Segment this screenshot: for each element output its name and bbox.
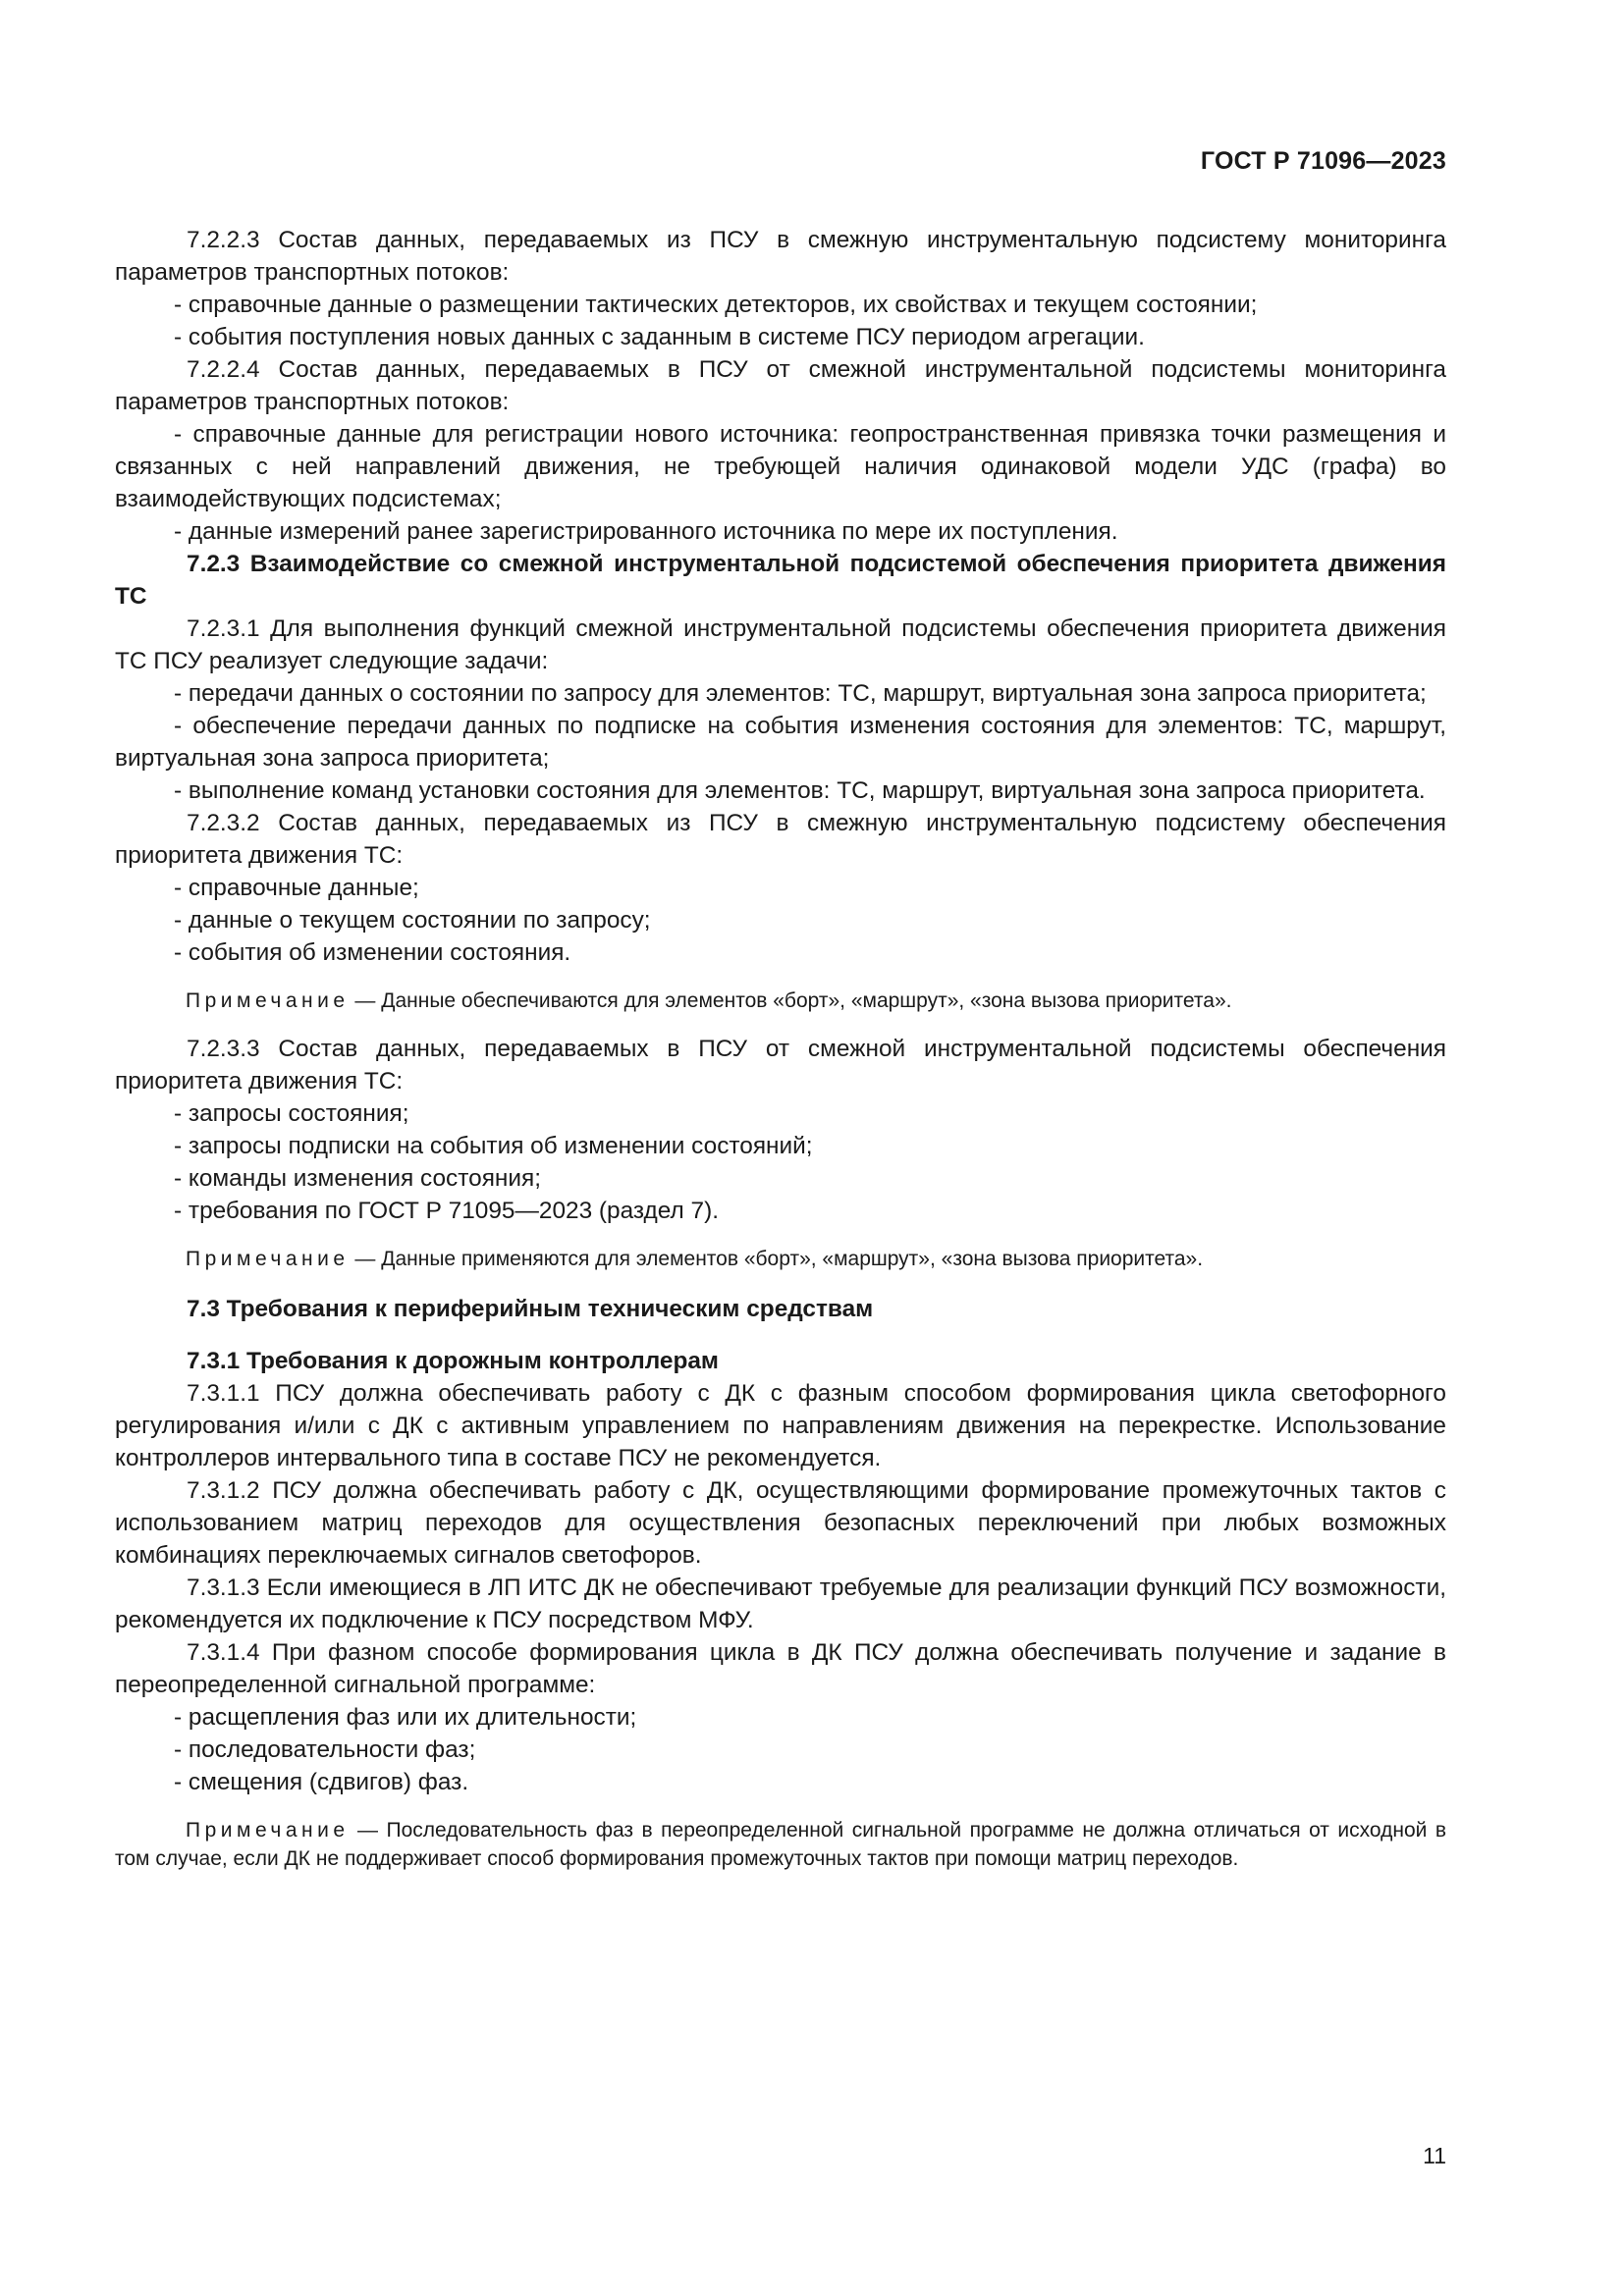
section-heading: 7.2.3 Взаимодействие со смежной инструментальной подсистемой обеспечения приоритета движения ТС xyxy=(115,551,1446,610)
list-item: - данные измерений ранее зарегистрированного источника по мере их поступления. xyxy=(174,518,1118,545)
paragraph: 7.3.1.2 ПСУ должна обеспечивать работу с ДК, осуществляющими формирование промежуточных тактов с использованием матриц переходов для осуществления безопасных переключений при любых возможных комбинациях переключаемых сигналов светофоров. xyxy=(115,1477,1446,1569)
document-body xyxy=(115,224,1446,1891)
paragraph: 7.2.3.1 Для выполнения функций смежной инструментальной подсистемы обеспечения приоритета движения ТС ПСУ реализует следующие задачи: xyxy=(115,615,1446,674)
list-item: - последовательности фаз; xyxy=(174,1736,476,1763)
note-text: — Последовательность фаз в переопределенной сигнальной программе не должна отличаться от исходной в том случае, если ДК не поддерживает способ формирования промежуточных тактов при помощи матриц переходов. xyxy=(115,1819,1446,1870)
page-number: 11 xyxy=(1423,2143,1446,2168)
list-item: - данные о текущем состоянии по запросу; xyxy=(174,907,651,934)
list-item: - смещения (сдвигов) фаз. xyxy=(174,1769,469,1795)
paragraph: 7.3.1.1 ПСУ должна обеспечивать работу с ДК с фазным способом формирования цикла светофорного регулирования и/или с ДК с активным управлением по направлениям движения на перекрестке. Использование контроллеров интервального типа в составе ПСУ не рекомендуется. xyxy=(115,1380,1446,1471)
list-item: - расщепления фаз или их длительности; xyxy=(174,1704,637,1731)
list-item: - передачи данных о состоянии по запросу для элементов: ТС, маршрут, виртуальная зона запроса приоритета; xyxy=(174,680,1427,707)
list-item: - обеспечение передачи данных по подписке на события изменения состояния для элементов: ТС, маршрут, виртуальная зона запроса приоритета; xyxy=(115,713,1446,772)
note-label: Примечание xyxy=(186,1248,350,1270)
paragraph: 7.2.2.3 Состав данных, передаваемых из ПСУ в смежную инструментальную подсистему мониторинга параметров транспортных потоков: xyxy=(115,227,1446,286)
paragraph: 7.3.1.3 Если имеющиеся в ЛП ИТС ДК не обеспечивают требуемые для реализации функций ПСУ возможности, рекомендуется их подключение к ПСУ посредством МФУ. xyxy=(115,1575,1446,1633)
note xyxy=(115,1245,1446,1273)
list-item: - справочные данные о размещении тактических детекторов, их свойствах и текущем состоянии; xyxy=(174,292,1258,318)
note-text: — Данные применяются для элементов «борт», «маршрут», «зона вызова приоритета». xyxy=(349,1248,1204,1270)
list-item: - запросы подписки на события об изменении состояний; xyxy=(174,1133,813,1159)
paragraph: 7.2.2.4 Состав данных, передаваемых в ПСУ от смежной инструментальной подсистемы мониторинга параметров транспортных потоков: xyxy=(115,356,1446,415)
document-header: ГОСТ Р 71096—2023 xyxy=(1200,147,1446,175)
paragraph: 7.2.3.3 Состав данных, передаваемых в ПСУ от смежной инструментальной подсистемы обеспечения приоритета движения ТС: xyxy=(115,1036,1446,1095)
list-item: - запросы состояния; xyxy=(174,1100,409,1127)
section-heading: 7.3 Требования к периферийным техническим средствам xyxy=(187,1296,874,1322)
paragraph: 7.3.1.4 При фазном способе формирования цикла в ДК ПСУ должна обеспечивать получение и задание в переопределенной сигнальной программе: xyxy=(115,1639,1446,1698)
list-item: - справочные данные для регистрации нового источника: геопространственная привязка точки размещения и связанных с ней направлений движения, не требующей наличия одинаковой модели УДС (графа) во взаимодействующих подсистемах; xyxy=(115,421,1446,512)
list-item: - события поступления новых данных с заданным в системе ПСУ периодом агрегации. xyxy=(174,324,1145,350)
list-item: - справочные данные; xyxy=(174,875,419,901)
note-text: — Данные обеспечиваются для элементов «борт», «маршрут», «зона вызова приоритета». xyxy=(349,989,1232,1012)
note xyxy=(115,987,1446,1015)
note-label: Примечание xyxy=(186,989,350,1012)
note-label: Примечание xyxy=(186,1819,350,1842)
paragraph: 7.2.3.2 Состав данных, передаваемых из ПСУ в смежную инструментальную подсистему обеспечения приоритета движения ТС: xyxy=(115,810,1446,869)
note xyxy=(115,1816,1446,1873)
list-item: - требования по ГОСТ Р 71095—2023 (раздел 7). xyxy=(174,1198,720,1224)
list-item: - выполнение команд установки состояния для элементов: ТС, маршрут, виртуальная зона запроса приоритета. xyxy=(174,777,1426,804)
list-item: - события об изменении состояния. xyxy=(174,939,571,966)
subsection-heading: 7.3.1 Требования к дорожным контроллерам xyxy=(187,1348,719,1374)
list-item: - команды изменения состояния; xyxy=(174,1165,541,1192)
